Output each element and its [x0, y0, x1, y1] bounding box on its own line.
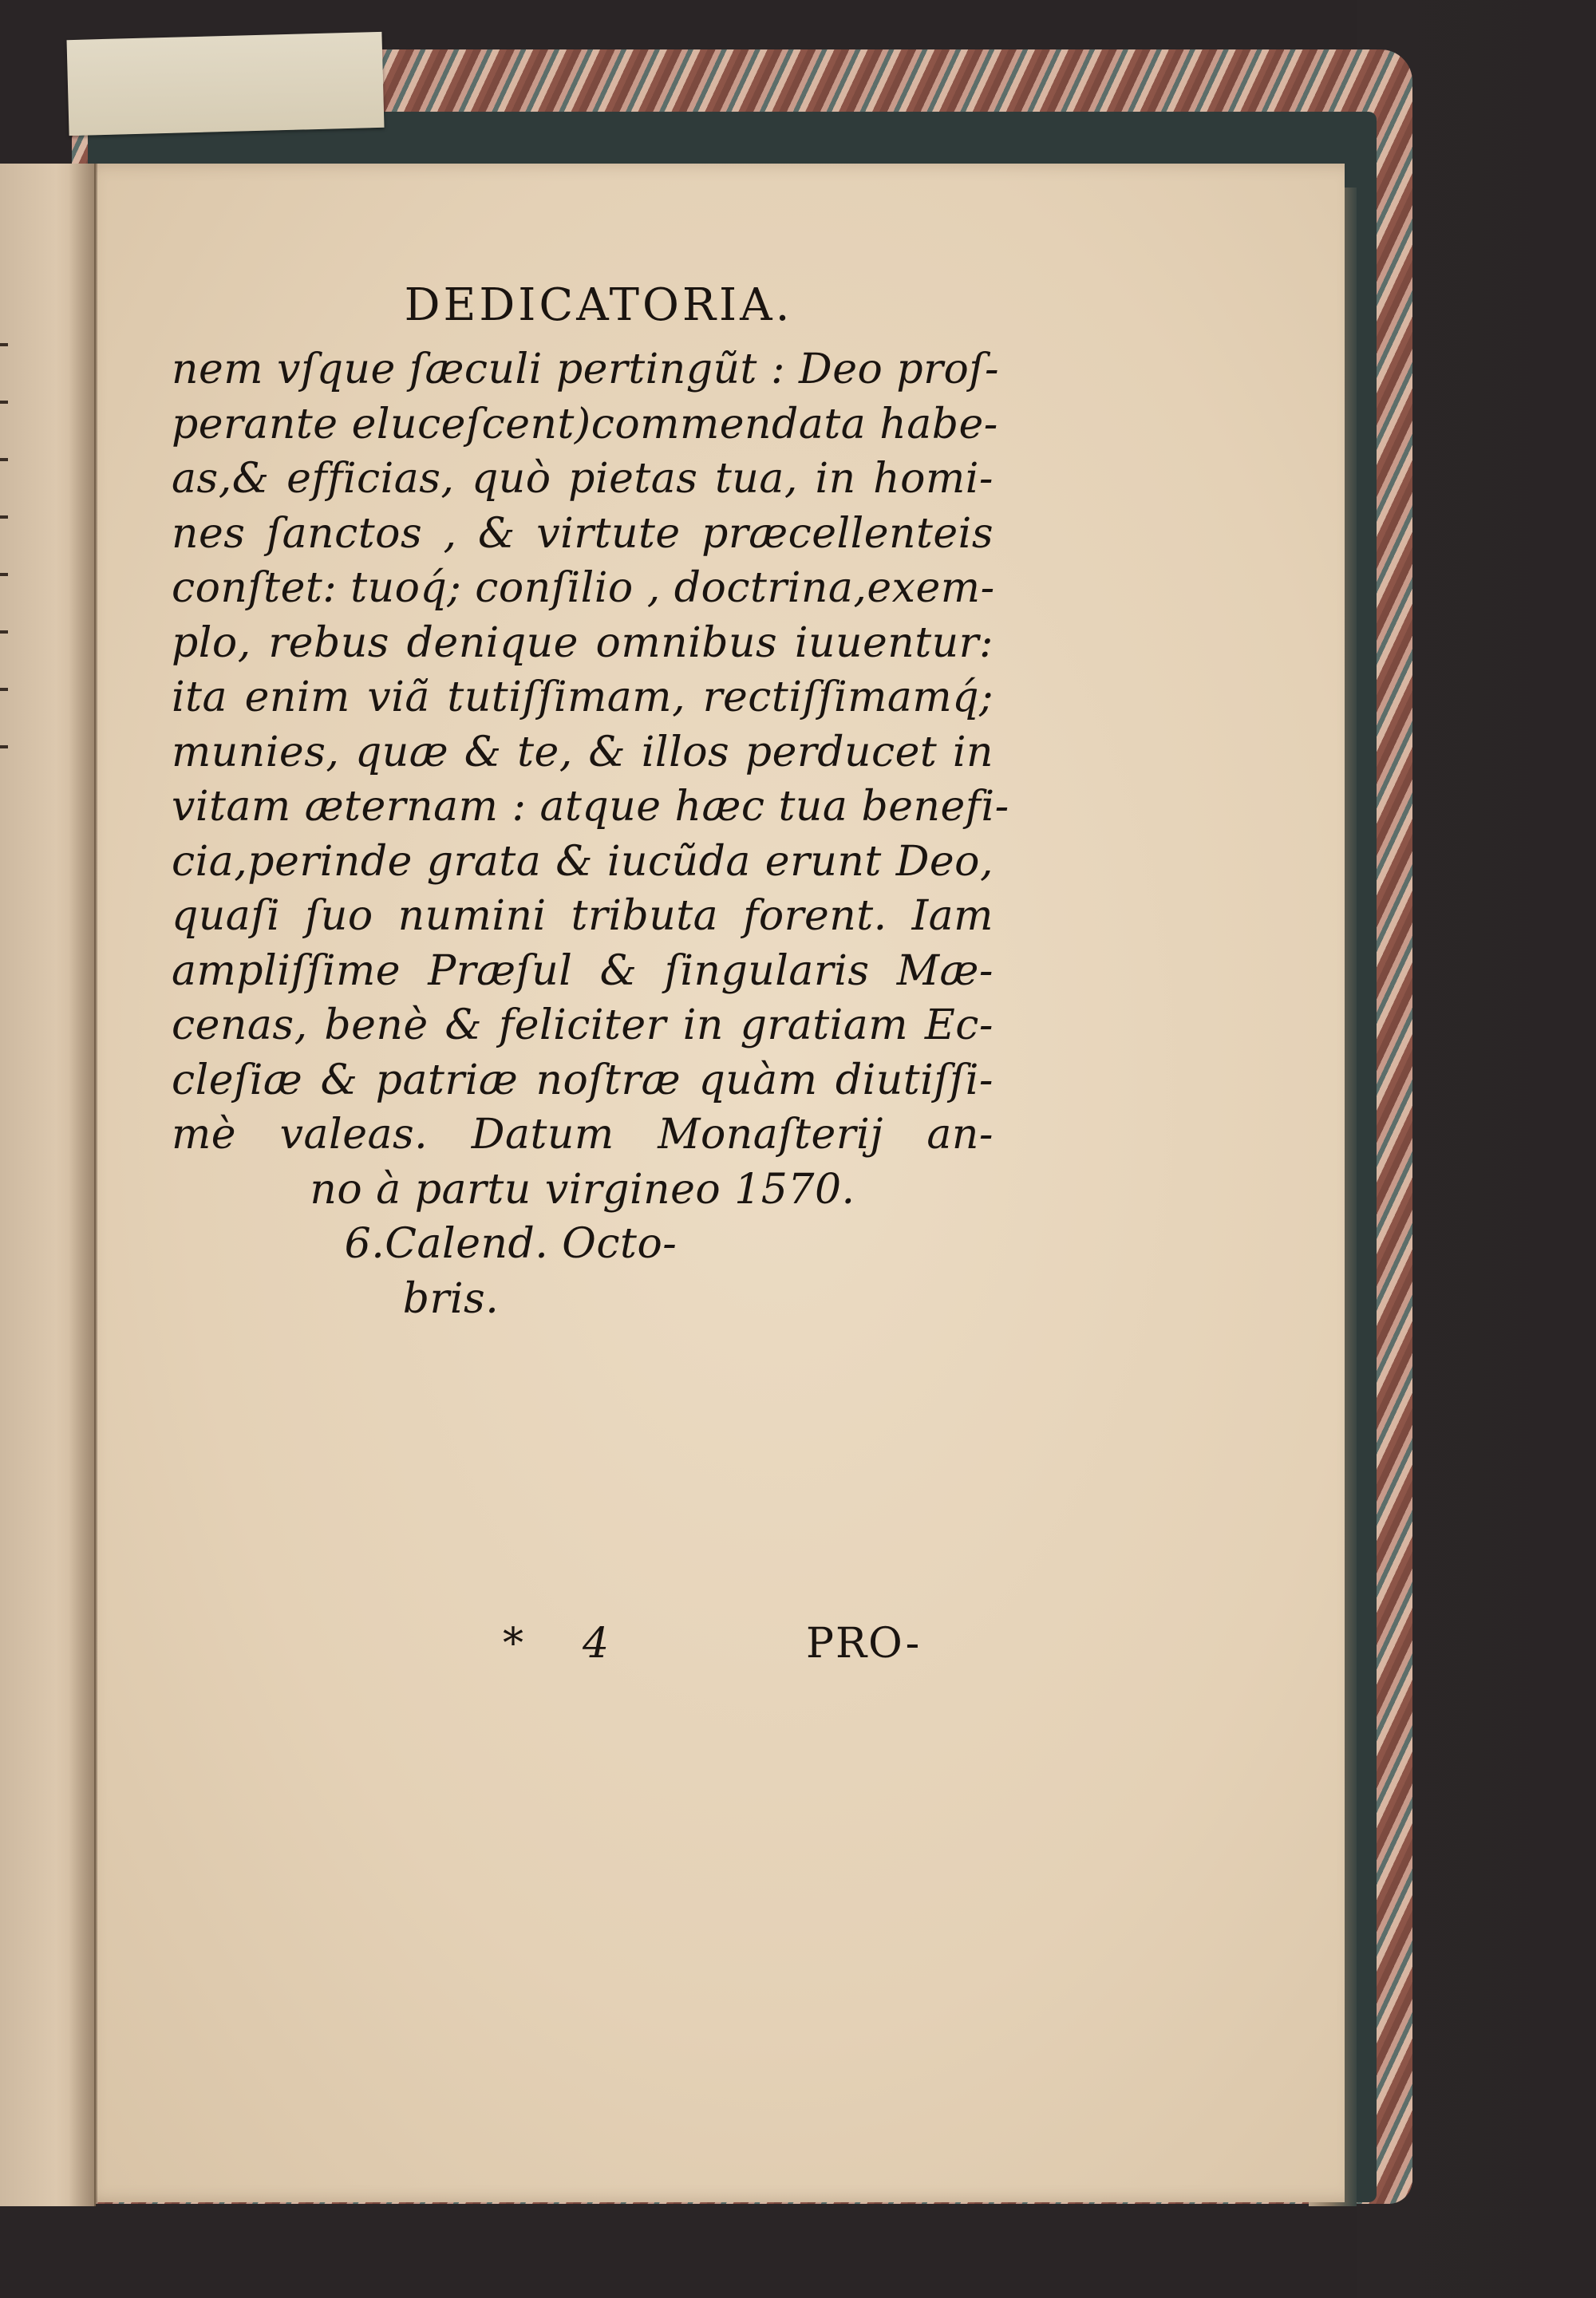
text-line: vitam æternam : atque hæc tua benefi-: [172, 783, 1009, 831]
signature-mark: *: [503, 1620, 523, 1668]
signature-number: 4: [583, 1620, 610, 1668]
text-line: cleſiæ & patriæ noſtræ quàm diutiſſi-: [172, 1056, 994, 1104]
running-head: DEDICATORIA.: [404, 279, 793, 331]
facing-page-marks: [0, 343, 16, 902]
text-line: cia,perinde grata & iucũda erunt Deo,: [172, 837, 994, 886]
bookmark-slip: [66, 32, 384, 136]
page-footer: [495, 1620, 974, 1676]
catchword: PRO-: [806, 1620, 922, 1668]
text-line: quaſi ſuo numini tributa forent. Iam: [172, 892, 994, 940]
text-line: plo, rebus denique omnibus iuuentur:: [172, 618, 994, 667]
text-line: cenas, benè & feliciter in gratiam Ec-: [172, 1001, 994, 1049]
date-line: bris.: [402, 1274, 500, 1323]
text-line: perante eluceſcent)commendata habe-: [172, 400, 998, 448]
gutter-shadow: [69, 164, 97, 2206]
text-line: nem vſque ſæculi pertingũt : Deo proſ-: [172, 345, 1000, 393]
text-line: as,& efficias, quò pietas tua, in homi-: [172, 455, 994, 503]
date-line: 6.Calend. Octo-: [344, 1220, 678, 1268]
text-line: munies, quæ & te, & illos perducet in: [172, 728, 994, 776]
dedication-text: [172, 279, 1009, 1326]
text-line: mè valeas. Datum Monaſterij an-: [172, 1111, 994, 1159]
text-line: conſtet: tuoq́; conſilio , doctrina,exem-: [172, 564, 995, 612]
text-line: ita enim viã tutiſſimam, rectiſſimamq́;: [172, 673, 994, 721]
date-line: no à partu virgineo 1570.: [310, 1165, 855, 1214]
text-line: ampliſſime Præſul & ſingularis Mæ-: [172, 946, 994, 995]
text-line: nes ſanctos , & virtute præcellenteis: [172, 509, 994, 558]
